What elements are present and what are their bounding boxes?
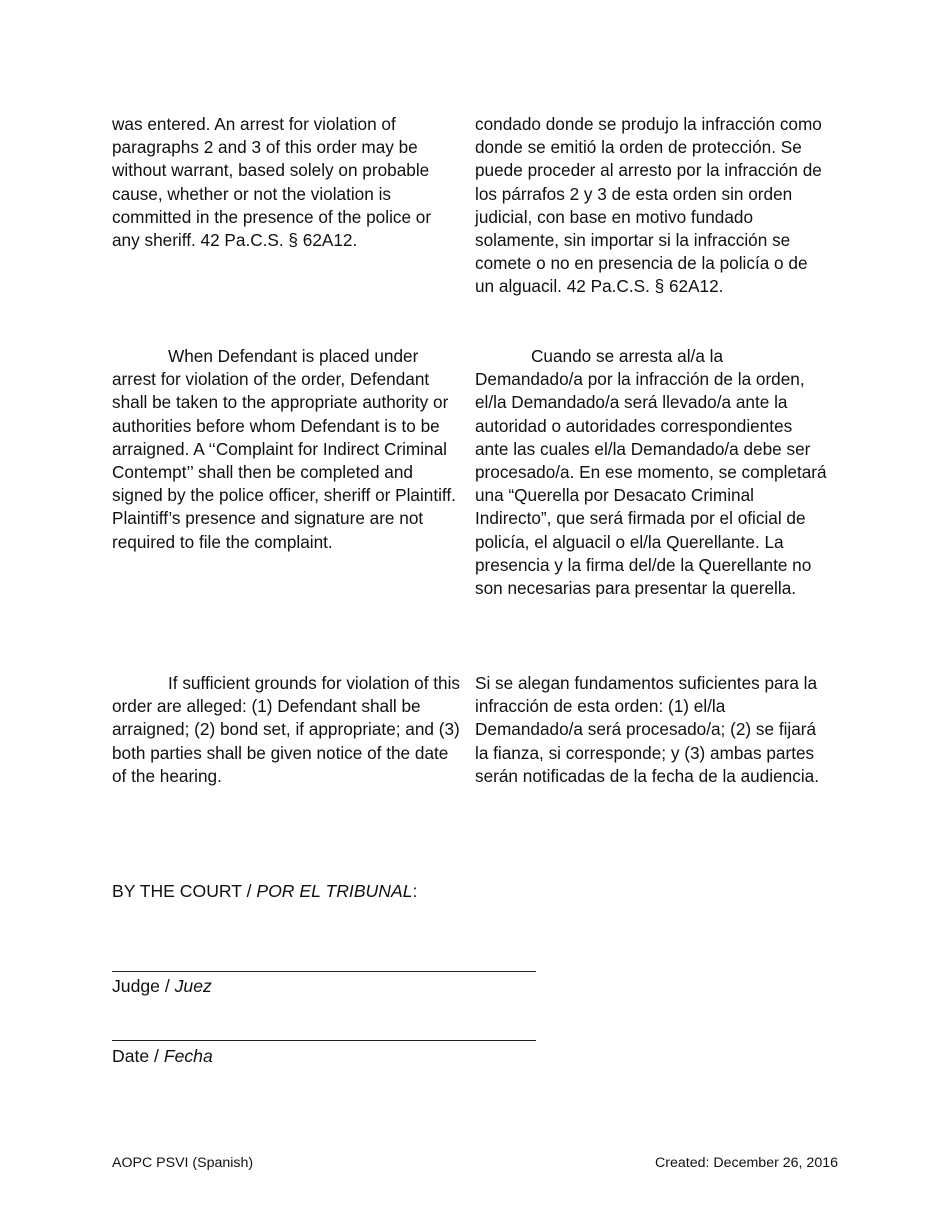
by-the-court-heading [112, 879, 417, 903]
paragraph-1-spanish: condado donde se produjo la infracción como donde se emitió la orden de protección. Se puede proceder al arresto por la infracción de los párrafos 2 y 3 de esta orden sin orden judicial, con base en motivo fundado solamente, sin importar si la infracción se comete o no en presencia de la policía o de un alguacil. 42 Pa.C.S. § 62A12. [475, 114, 822, 297]
court-label-english: BY THE COURT / [112, 881, 257, 901]
judge-label-english: Judge / [112, 976, 175, 996]
court-colon: : [412, 881, 418, 901]
judge-label [112, 974, 212, 998]
judge-signature-line[interactable] [112, 971, 536, 972]
date-signature-line[interactable] [112, 1040, 536, 1041]
paragraph-1-english: was entered. An arrest for violation of paragraphs 2 and 3 of this order may be without warrant, based solely on probable cause, whether or not the violation is committed in the presence of the police or any sheriff. 42 Pa.C.S. § 62A12. [112, 114, 432, 251]
date-label-english: Date / [112, 1046, 164, 1066]
court-label-spanish: POR EL TRIBUNAL [256, 881, 413, 901]
created-date-footer: Created: December 26, 2016 [655, 1155, 838, 1171]
paragraph-3-english: If sufficient grounds for violation of this order are alleged: (1) Defendant shall be arraigned; (2) bond set, if appropriate; and (3) both parties shall be given notice of the date of the hearing. [112, 673, 461, 786]
date-label-spanish: Fecha [163, 1046, 213, 1066]
paragraph-3-spanish: Si se alegan fundamentos suficientes para la infracción de esta orden: (1) el/la Demandado/a será procesado/a; (2) se fijará la fianza, si corresponde; y (3) ambas partes serán notificadas de la fecha de la audiencia. [475, 673, 819, 786]
form-id-footer: AOPC PSVI (Spanish) [112, 1155, 254, 1171]
paragraph-2-english: When Defendant is placed under arrest for violation of the order, Defendant shall be taken to the appropriate authority or authorities before whom Defendant is to be arraigned. A ‘‘Complaint for Indirect Criminal Contempt’’ shall then be completed and signed by the police officer, sheriff or Plaintiff. Plaintiff’s presence and signature are not required to file the complaint. [112, 346, 456, 552]
paragraph-2-spanish: Cuando se arresta al/a la Demandado/a por la infracción de la orden, el/la Demandado/a será llevado/a ante la autoridad o autoridades correspondientes ante las cuales el/la Demandado/a debe ser procesado/a. En ese momento, se completará una “Querella por Desacato Criminal Indirecto”, que será firmada por el oficial de policía, el alguacil o el/la Querellante. La presencia y la firma del/de la Querellante no son necesarias para presentar la querella. [475, 346, 827, 599]
date-label [112, 1044, 213, 1068]
judge-label-spanish: Juez [174, 976, 212, 996]
